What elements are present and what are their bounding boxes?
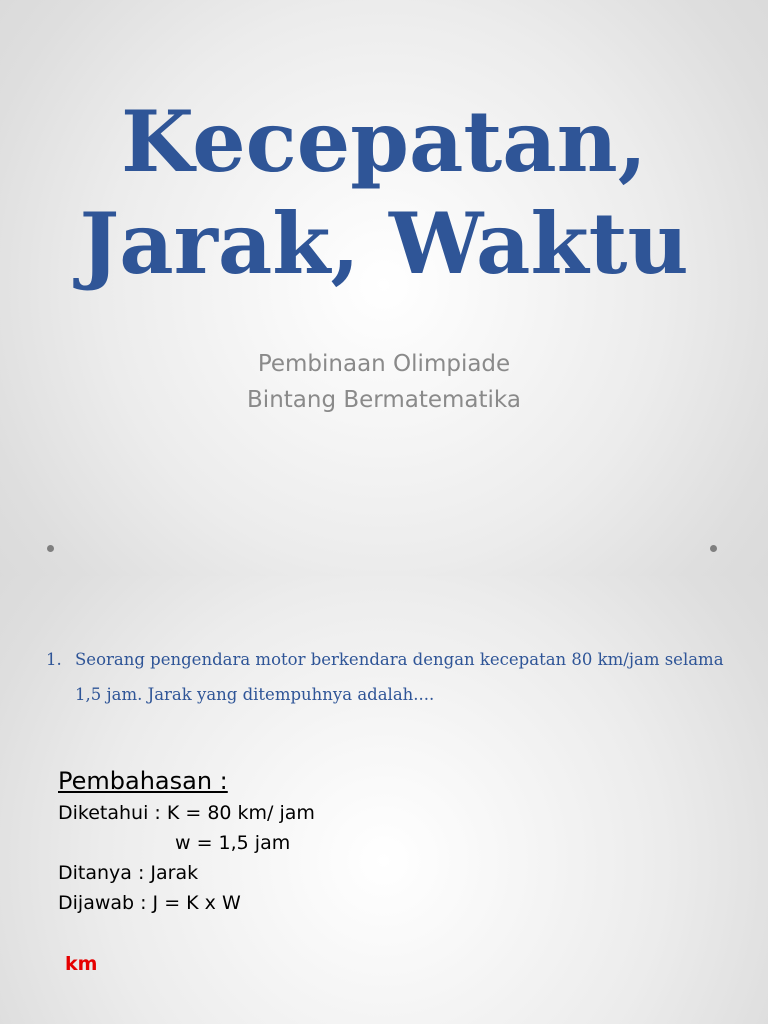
slide-title-line-2: Jarak, Waktu	[79, 194, 689, 293]
answer-unit: km	[65, 953, 98, 975]
slide-subtitle-line-2: Bintang Bermatematika	[247, 387, 521, 413]
solution-line-known: Diketahui : K = 80 km/ jam	[58, 802, 315, 824]
solution-block	[58, 764, 315, 918]
slide-title-line-1: Kecepatan,	[121, 92, 647, 191]
solution-line-answer-formula: Dijawab : J = K x W	[58, 892, 241, 914]
content-slide	[0, 576, 768, 1024]
solution-line-time: w = 1,5 jam	[175, 832, 291, 854]
bullet-dot-right	[710, 545, 717, 552]
bullet-dot-left	[47, 545, 54, 552]
solution-heading: Pembahasan :	[58, 767, 228, 795]
question-item	[46, 642, 726, 712]
solution-line-asked: Ditanya : Jarak	[58, 862, 199, 884]
question-text: Seorang pengendara motor berkendara dengan kecepatan 80 km/jam selama 1,5 jam. Jarak yang ditempuhnya adalah....	[75, 650, 724, 704]
slide-subtitle-line-1: Pembinaan Olimpiade	[257, 351, 511, 377]
question-number: 1.	[46, 650, 62, 669]
